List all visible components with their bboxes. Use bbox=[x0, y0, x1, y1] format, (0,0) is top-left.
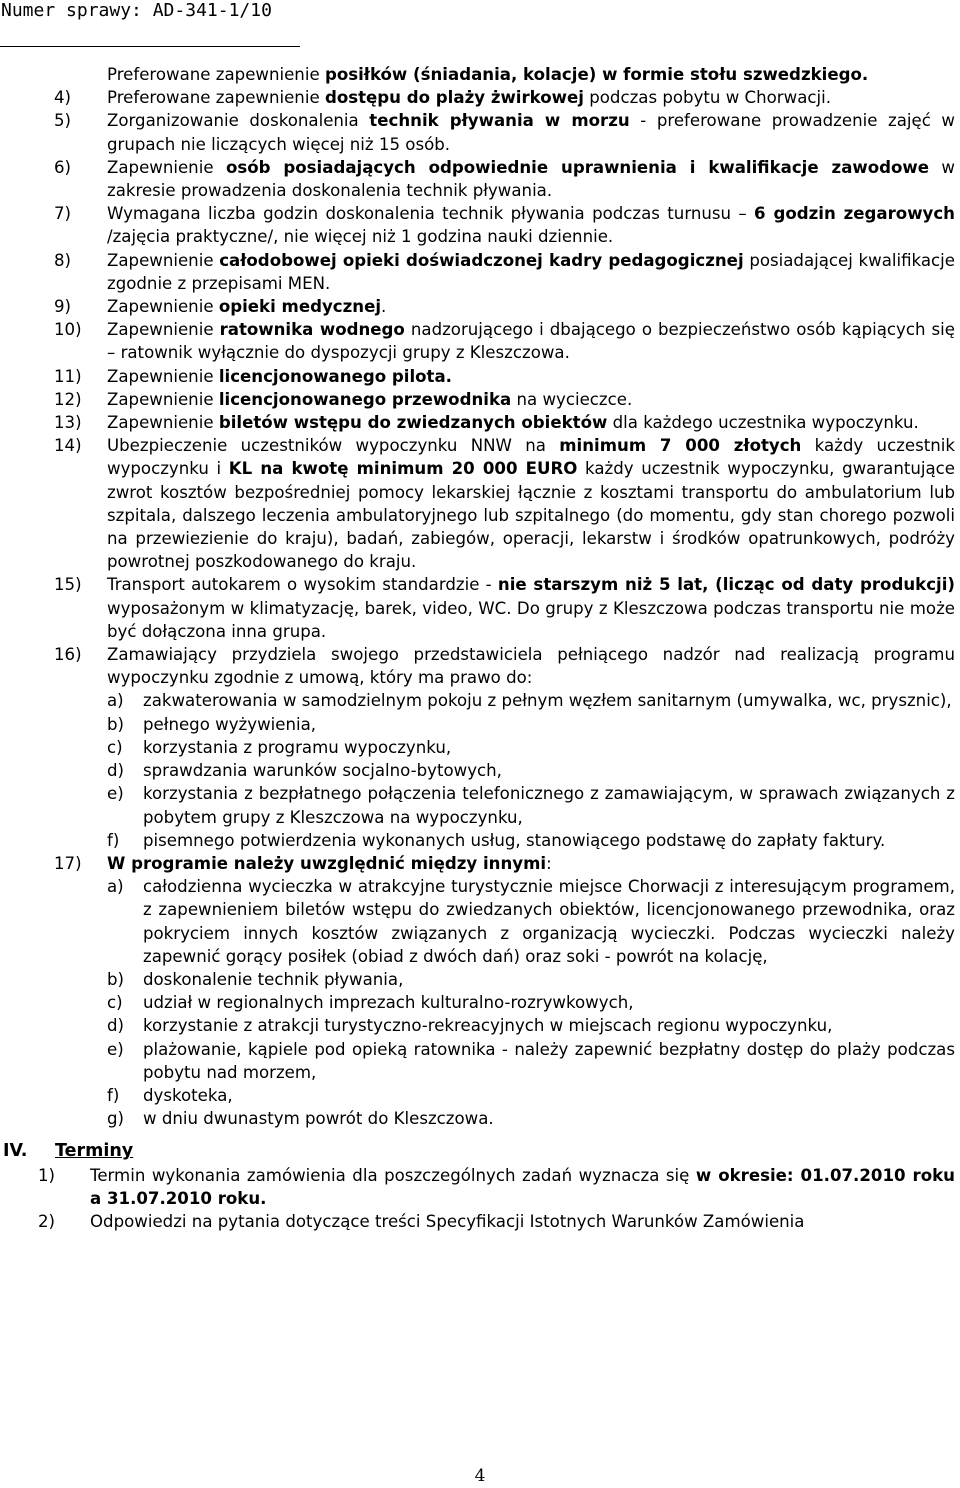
list-item bbox=[0, 434, 960, 573]
sub-list-item bbox=[0, 1038, 960, 1084]
item-number: 13) bbox=[54, 413, 82, 433]
item-number: 12) bbox=[54, 389, 82, 409]
item-text bbox=[107, 413, 919, 432]
bold-text: nie starszym niż 5 lat, (licząc od daty produkcji) bbox=[497, 575, 955, 595]
text-run: Ubezpieczenie uczestników wypoczynku NNW na bbox=[107, 436, 560, 456]
item-text bbox=[107, 367, 452, 386]
item-number: 2) bbox=[38, 1211, 56, 1231]
text-run: Preferowane zapewnienie bbox=[107, 88, 325, 108]
requirements-list bbox=[0, 86, 960, 1130]
sub-list-item bbox=[0, 759, 960, 782]
sub-item-text: pisemnego potwierdzenia wykonanych usług, stanowiącego podstawę do zapłaty faktury. bbox=[143, 830, 886, 850]
item-text bbox=[107, 158, 955, 200]
list-item bbox=[0, 295, 960, 318]
text-run: Zapewnienie bbox=[107, 413, 219, 433]
item-number: 11) bbox=[54, 366, 82, 386]
item-text bbox=[107, 645, 955, 687]
text-run: w zakresie prowadzenia doskonalenia technik pływania. bbox=[107, 157, 955, 201]
sub-list-item bbox=[0, 829, 960, 852]
sub-item-text: udział w regionalnych imprezach kulturalno-rozrywkowych, bbox=[143, 993, 634, 1013]
item-text bbox=[107, 436, 955, 571]
sub-list-item bbox=[0, 736, 960, 759]
bold-text: w okresie: 01.07.2010 roku a 31.07.2010 roku. bbox=[90, 1165, 955, 1208]
text-run: posiadającej kwalifikacje zgodnie z przepisami MEN. bbox=[107, 250, 955, 293]
item-text bbox=[107, 320, 955, 362]
list-item bbox=[0, 852, 960, 875]
bold-text: W programie należy uwzględnić między innymi bbox=[107, 853, 547, 873]
text-run: nadzorującego i dbającego o bezpieczeństwo osób kąpiących się – ratownik wyłącznie do dyspozycji grupy z Kleszczowa. bbox=[107, 320, 955, 363]
text-run: podczas pobytu w Chorwacji. bbox=[583, 88, 831, 108]
sub-item-letter: c) bbox=[107, 993, 123, 1013]
list-item bbox=[0, 109, 960, 155]
terms-list bbox=[0, 1164, 960, 1234]
document-body bbox=[0, 63, 960, 1233]
bold-text: licencjonowanego pilota. bbox=[218, 366, 452, 386]
list-item bbox=[0, 573, 960, 643]
sub-item-letter: d) bbox=[107, 1016, 125, 1036]
sub-item-letter: a) bbox=[107, 877, 124, 897]
list-item bbox=[0, 249, 960, 295]
list-item bbox=[0, 156, 960, 202]
bold-text: posiłków (śniadania, kolacje) w formie stołu szwedzkiego. bbox=[324, 65, 869, 84]
list-item bbox=[0, 202, 960, 248]
sub-list-item bbox=[0, 991, 960, 1014]
list-item bbox=[0, 388, 960, 411]
text-run: Zapewnienie bbox=[107, 320, 220, 340]
text-run: Termin wykonania zamówienia dla poszczególnych zadań wyznacza się bbox=[90, 1165, 696, 1185]
item-text bbox=[90, 1166, 955, 1208]
item-text bbox=[107, 88, 831, 107]
case-number-header: Numer sprawy: AD-341-1/10 bbox=[1, 0, 272, 21]
sub-item-text: sprawdzania warunków socjalno-bytowych, bbox=[143, 761, 502, 781]
header-rule bbox=[0, 46, 300, 47]
bold-text: KL na kwotę minimum 20 000 EURO bbox=[228, 459, 578, 479]
item-number: 4) bbox=[54, 88, 72, 108]
sub-item-letter: g) bbox=[107, 1109, 125, 1129]
sub-item-letter: b) bbox=[107, 714, 125, 734]
text-run: wyposażonym w klimatyzację, barek, video, WC. Do grupy z Kleszczowa podczas transportu nie może być dołączona inna grupa. bbox=[107, 598, 955, 641]
sub-list-item bbox=[0, 1084, 960, 1107]
item-number: 15) bbox=[54, 575, 82, 595]
list-item bbox=[0, 643, 960, 689]
bold-text: opieki medycznej bbox=[218, 297, 382, 317]
list-item bbox=[0, 365, 960, 388]
sub-item-letter: f) bbox=[107, 830, 120, 850]
item-number: 6) bbox=[54, 157, 72, 177]
list-item bbox=[0, 411, 960, 434]
text-run: Odpowiedzi na pytania dotyczące treści Specyfikacji Istotnych Warunków Zamówienia bbox=[90, 1211, 805, 1231]
item-text bbox=[107, 251, 955, 293]
item-text bbox=[107, 297, 386, 316]
page-number: 4 bbox=[474, 1466, 486, 1486]
sub-item-text: doskonalenie technik pływania, bbox=[143, 969, 404, 989]
bold-text: biletów wstępu do zwiedzanych obiektów bbox=[218, 413, 608, 433]
text-run: Zapewnienie bbox=[107, 250, 220, 270]
sub-item-letter: e) bbox=[107, 784, 124, 804]
sub-item-letter: b) bbox=[107, 969, 125, 989]
bold-text: licencjonowanego przewodnika bbox=[218, 389, 512, 409]
sub-item-letter: c) bbox=[107, 737, 123, 757]
list-item bbox=[0, 1164, 960, 1210]
text-run: : bbox=[546, 853, 552, 873]
sub-list-item bbox=[0, 782, 960, 828]
sub-list-item bbox=[0, 968, 960, 991]
item-number: 16) bbox=[54, 645, 82, 665]
bold-text: 6 godzin zegarowych bbox=[754, 204, 955, 224]
text-run: na wycieczce. bbox=[511, 389, 633, 409]
sub-item-text: całodzienna wycieczka w atrakcyjne turystycznie miejsce Chorwacji z interesującym programem, z zapewnieniem biletów wstępu do zwiedzanych obiektów, licencjonowanego przewodnika, oraz pokryciem innych kosztów związanych z organizacją wycieczki. Podczas wycieczki należy zapewnić gorący posiłek (obiad z dwóch dań) oraz soki - powrót na kolację, bbox=[143, 877, 955, 966]
item-number: 7) bbox=[54, 204, 72, 224]
item-text bbox=[107, 65, 868, 84]
bold-text: całodobowej opieki doświadczonej kadry pedagogicznej bbox=[219, 250, 744, 270]
list-item-intro bbox=[0, 63, 960, 86]
sub-item-text: korzystania z programu wypoczynku, bbox=[143, 737, 452, 757]
item-number: 5) bbox=[54, 111, 72, 131]
text-run: Zapewnienie bbox=[107, 366, 219, 386]
text-run: Zorganizowanie doskonalenia bbox=[107, 111, 370, 131]
sub-item-text: pełnego wyżywienia, bbox=[143, 714, 317, 734]
sub-item-letter: a) bbox=[107, 691, 124, 711]
sub-list-item bbox=[0, 713, 960, 736]
sub-list-item bbox=[0, 875, 960, 968]
item-text bbox=[107, 854, 552, 873]
item-text bbox=[107, 111, 955, 153]
list-item bbox=[0, 86, 960, 109]
sub-item-text: plażowanie, kąpiele pod opieką ratownika - należy zapewnić bezpłatny dostęp do plaży podczas pobytu nad morzem, bbox=[143, 1039, 955, 1082]
section-heading bbox=[0, 1140, 960, 1163]
item-number: 17) bbox=[54, 853, 82, 873]
list-item bbox=[0, 1210, 960, 1233]
text-run: . bbox=[381, 297, 387, 317]
text-run: Wymagana liczba godzin doskonalenia technik pływania podczas turnusu – bbox=[107, 204, 755, 224]
list-item bbox=[0, 318, 960, 364]
item-number: 10) bbox=[54, 320, 82, 340]
item-text bbox=[107, 575, 955, 640]
sub-item-letter: d) bbox=[107, 761, 125, 781]
bold-text: dostępu do plaży żwirkowej bbox=[324, 88, 584, 108]
sub-item-letter: f) bbox=[107, 1085, 120, 1105]
sub-item-text: korzystania z bezpłatnego połączenia telefonicznego z zamawiającym, w sprawach związanych z pobytem grupy z Kleszczowa na wypoczynku, bbox=[143, 784, 955, 827]
item-number: 1) bbox=[38, 1165, 56, 1185]
bold-text: osób posiadających odpowiednie uprawnienia i kwalifikacje zawodowe bbox=[225, 157, 929, 177]
section-title: Terminy bbox=[55, 1141, 134, 1162]
text-run: każdy uczestnik wypoczynku, gwarantujące zwrot kosztów bezpośredniej pomocy lekarskiej łącznie z kosztami transportu do ambulatorium lub szpitala, dalszego leczenia ambulatoryjnego lub szpitalnego (do momentu, gdy stan chorego pozwoli na przewiezienie do kraju), badań, zabiegów, operacji, lekarstw i środków opatrunkowych, podróży powrotnej poszkodowanego do kraju. bbox=[107, 459, 955, 572]
sub-item-letter: e) bbox=[107, 1039, 124, 1059]
text-run: Transport autokarem o wysokim standardzie - bbox=[107, 575, 498, 595]
text-run: /zajęcia praktyczne/, nie więcej niż 1 godzina nauki dziennie. bbox=[107, 227, 614, 247]
text-run: - preferowane prowadzenie zajęć w grupach nie liczących więcej niż 15 osób. bbox=[107, 111, 955, 154]
bold-text: technik pływania w morzu bbox=[369, 111, 630, 131]
sub-list-item bbox=[0, 1014, 960, 1037]
sub-list-item bbox=[0, 689, 960, 712]
text-run: każdy uczestnik wypoczynku i bbox=[107, 436, 955, 479]
item-text bbox=[90, 1212, 804, 1231]
text-run: Zamawiający przydziela swojego przedstawiciela pełniącego nadzór nad realizacją programu wypoczynku zgodnie z umową, który ma prawo do: bbox=[107, 645, 955, 688]
text-run: Zapewnienie bbox=[107, 297, 219, 317]
section-number: IV. bbox=[3, 1141, 28, 1162]
bold-text: ratownika wodnego bbox=[219, 320, 405, 340]
item-text bbox=[107, 390, 632, 409]
sub-list-item bbox=[0, 1107, 960, 1130]
sub-item-text: zakwaterowania w samodzielnym pokoju z pełnym węzłem sanitarnym (umywalka, wc, prysznic), bbox=[143, 691, 952, 711]
sub-item-text: korzystanie z atrakcji turystyczno-rekreacyjnych w miejscach regionu wypoczynku, bbox=[143, 1016, 833, 1036]
text-run: Zapewnienie bbox=[107, 157, 226, 177]
item-text bbox=[107, 204, 955, 246]
sub-item-text: w dniu dwunastym powrót do Kleszczowa. bbox=[143, 1109, 494, 1129]
text-run: Preferowane zapewnienie bbox=[107, 65, 325, 84]
item-number: 14) bbox=[54, 436, 82, 456]
bold-text: minimum 7 000 złotych bbox=[559, 436, 802, 456]
text-run: Zapewnienie bbox=[107, 389, 219, 409]
item-number: 9) bbox=[54, 297, 72, 317]
item-number: 8) bbox=[54, 250, 72, 270]
text-run: dla każdego uczestnika wypoczynku. bbox=[607, 413, 919, 433]
sub-item-text: dyskoteka, bbox=[143, 1085, 233, 1105]
